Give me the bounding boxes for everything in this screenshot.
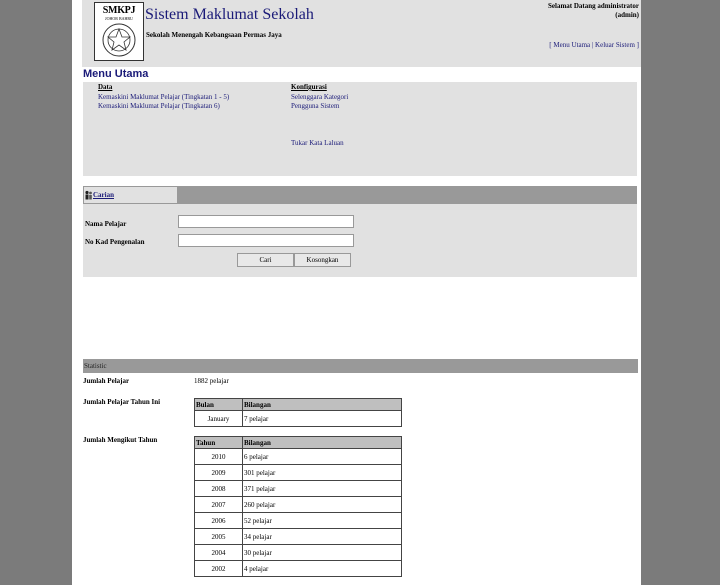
total-students-label: Jumlah Pelajar [83,377,130,385]
year-header: Tahun [195,437,243,449]
header [82,0,641,67]
logout-link[interactable]: Keluar Sistem [595,41,635,49]
count-cell: 6 pelajar [243,449,402,465]
by-year-label: Jumlah Mengikut Tahun [83,436,158,444]
table-row [195,561,402,577]
count-header: Bilangan [243,399,402,411]
top-links [549,41,639,49]
table-row [195,465,402,481]
count-header: Bilangan [243,437,402,449]
table-header-row [195,437,402,449]
people-icon [84,190,93,200]
menu-panel [83,82,637,176]
year-cell: 2010 [195,449,243,465]
count-cell: 30 pelajar [243,545,402,561]
count-cell: 4 pelajar [243,561,402,577]
year-cell: 2004 [195,545,243,561]
menu-link-student-form6[interactable]: Kemaskini Maklumat Pelajar (Tingkatan 6) [98,102,220,110]
link-separator: | [590,41,596,49]
by-year-table [194,436,402,577]
ic-label: No Kad Pengenalan [85,238,145,246]
year-cell: 2006 [195,513,243,529]
data-heading: Data [98,83,113,91]
menu-title: Menu Utama [83,68,149,80]
search-header [83,186,637,204]
table-row [195,545,402,561]
welcome-user: (admin) [615,11,639,19]
this-year-table [194,398,402,427]
clear-button[interactable]: Kosongkan [294,253,351,267]
table-header-row [195,399,402,411]
year-cell: 2005 [195,529,243,545]
menu-link-student-form1-5[interactable]: Kemaskini Maklumat Pelajar (Tingkatan 1 - 5) [98,92,230,101]
count-cell: 260 pelajar [243,497,402,513]
table-row [195,411,402,427]
search-title-cell [84,187,177,203]
site-subtitle: Sekolah Menengah Kebangsaan Permas Jaya [146,31,282,39]
data-menu [98,83,229,112]
logo-subtext: JOHOR BAHRU [105,16,133,21]
main-menu-link[interactable]: Menu Utama [553,41,591,49]
table-row [195,449,402,465]
year-cell: 2002 [195,561,243,577]
month-header: Bulan [195,399,243,411]
month-cell: January [195,411,243,427]
menu-link-change-password[interactable]: Tukar Kata Laluan [291,138,344,147]
welcome-line: Selamat Datang administrator [548,2,639,10]
search-title[interactable]: Carian [93,191,114,199]
year-cell: 2007 [195,497,243,513]
search-button[interactable]: Cari [237,253,294,267]
count-cell: 301 pelajar [243,465,402,481]
count-cell: 34 pelajar [243,529,402,545]
bracket-close: ] [634,41,639,49]
crest-icon [102,21,136,59]
table-row [195,513,402,529]
ic-input[interactable] [178,234,354,247]
table-row [195,529,402,545]
total-students-value: 1882 pelajar [194,377,229,385]
year-cell: 2008 [195,481,243,497]
year-cell: 2009 [195,465,243,481]
table-row [195,481,402,497]
site-title: Sistem Maklumat Sekolah [145,6,314,23]
count-cell: 371 pelajar [243,481,402,497]
name-label: Nama Pelajar [85,220,127,228]
search-panel [83,204,637,277]
bracket-open: [ [549,41,554,49]
config-menu [291,83,348,148]
count-cell: 7 pelajar [243,411,402,427]
name-input[interactable] [178,215,354,228]
config-heading: Konfigurasi [291,83,327,91]
this-year-label: Jumlah Pelajar Tahun Ini [83,398,161,406]
menu-link-users[interactable]: Pengguna Sistem [291,102,340,110]
page [72,0,641,585]
logo-text: SMKPJ [102,5,136,16]
welcome-message [548,2,639,20]
count-cell: 52 pelajar [243,513,402,529]
table-row [195,497,402,513]
school-logo [94,2,144,61]
statistic-header: Statistic [83,359,638,373]
menu-link-categories[interactable]: Selenggara Kategori [291,92,349,101]
